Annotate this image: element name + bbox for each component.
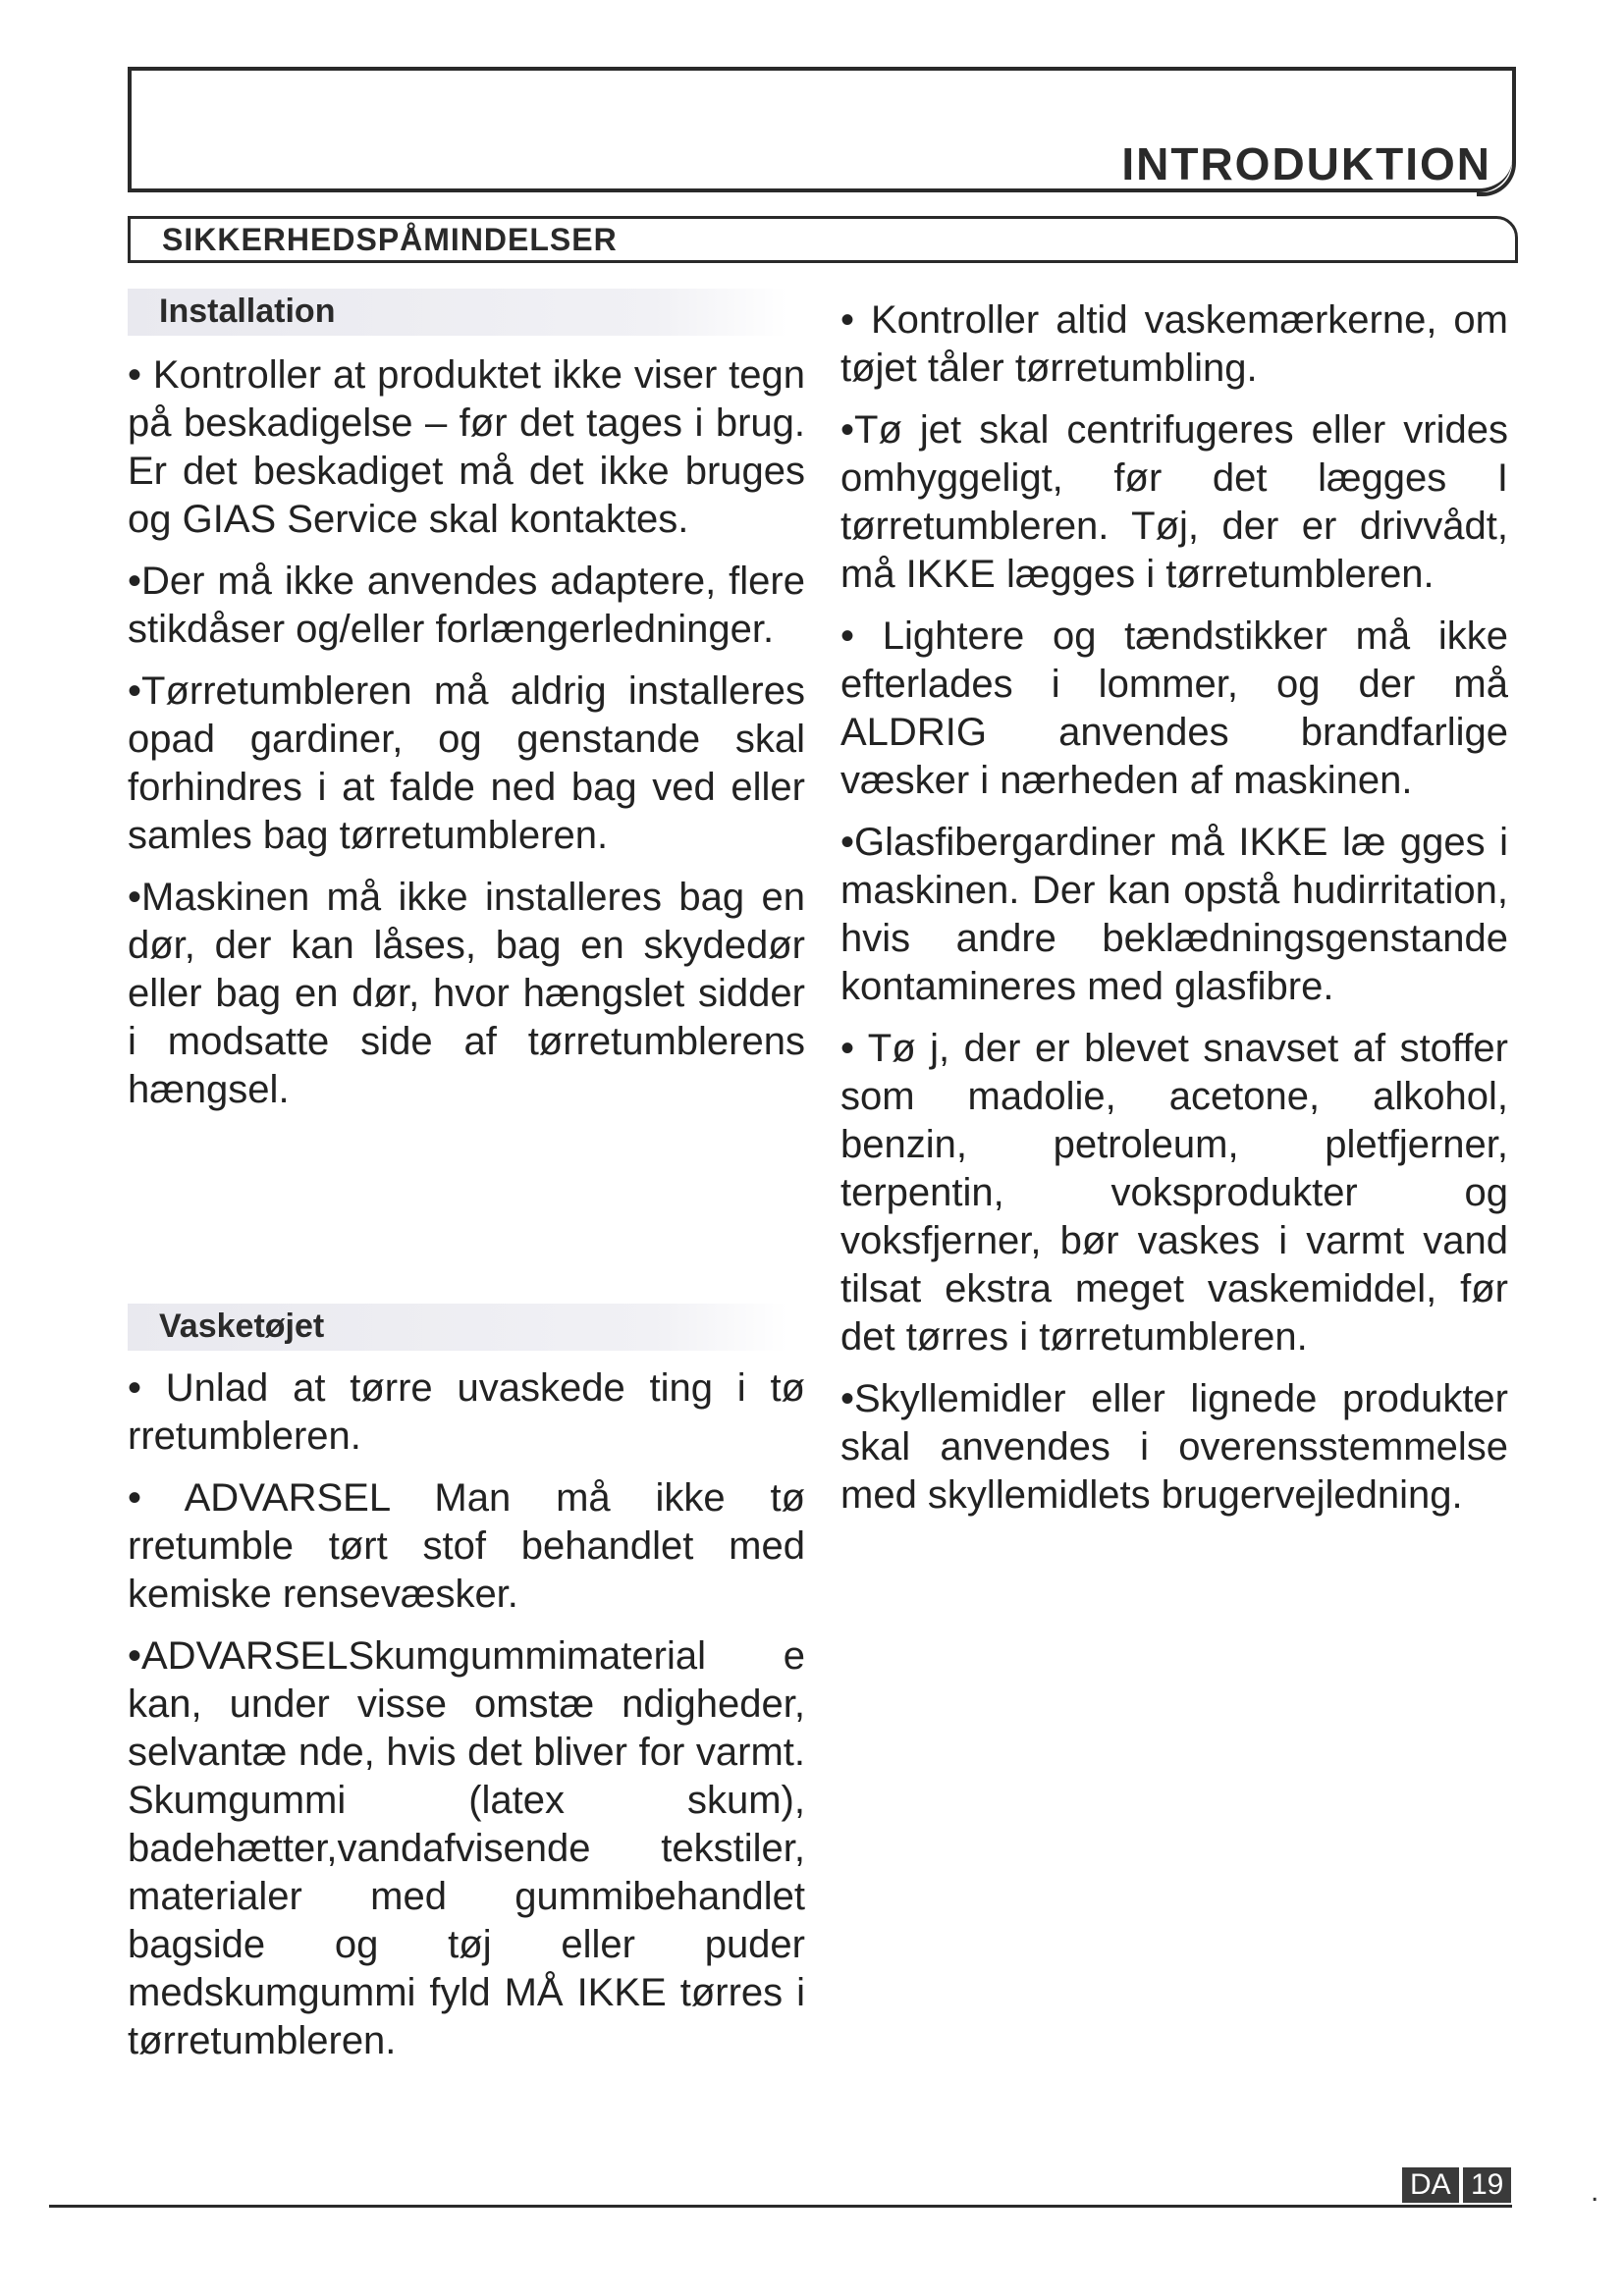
paragraph: •ADVARSELSkumgummimaterial e kan, under visse omstæ ndigheder, selvantæ nde, hvis det bliver for varmt. Skumgummi (latex skum), badehætter,vandafvisende tekstiler, materialer med gummibehandlet bagside og tøj eller puder medskumgummi fyld MÅ IKKE tørres i tørretumbleren.	[128, 1634, 805, 2062]
subheading-vasketoejet-label: Vasketøjet	[159, 1308, 325, 1345]
page-title: INTRODUKTION	[1121, 138, 1491, 189]
paragraph: • ADVARSEL Man må ikke tø rretumble tørt stof behandlet med kemiske rensevæsker.	[128, 1476, 805, 1616]
subheading-installation-label: Installation	[159, 293, 336, 330]
subheading-installation	[128, 289, 787, 336]
footer-dot: .	[1591, 2175, 1599, 2208]
left-column-installation	[128, 351, 805, 1128]
paragraph: •Skyllemidler eller lignede produkter skal anvendes i overensstemmelse med skyllemidlets brugervejledning.	[840, 1377, 1508, 1517]
paragraph: •Glasfibergardiner må IKKE læ gges i maskinen. Der kan opstå hudirritation, hvis andre beklædningsgenstande kontamineres med glasfibre.	[840, 821, 1508, 1008]
paragraph: • Kontroller at produktet ikke viser tegn på beskadigelse – før det tages i brug. Er det beskadiget må det ikke bruges og GIAS Service skal kontaktes.	[128, 353, 805, 541]
paragraph: • Kontroller altid vaskemærkerne, om tøjet tåler tørretumbling.	[840, 298, 1508, 390]
subheading-vasketoejet	[128, 1304, 787, 1351]
language-badge: DA	[1402, 2167, 1459, 2203]
page-number: 19	[1463, 2167, 1511, 2203]
paragraph: •Der må ikke anvendes adaptere, flere stikdåser og/eller forlængerledninger.	[128, 560, 805, 651]
section-title: SIKKERHEDSPÅMINDELSER	[162, 222, 618, 257]
paragraph: • Lightere og tændstikker må ikke efterlades i lommer, og der må ALDRIG anvendes brandfarlige væsker i nærheden af maskinen.	[840, 614, 1508, 802]
paragraph: •Tørretumbleren må aldrig installeres opad gardiner, og genstande skal forhindres i at falde ned bag ved eller samles bag tørretumbleren.	[128, 669, 805, 857]
paragraph: •Maskinen må ikke installeres bag en dør, der kan låses, bag en skydedør eller bag en dør, hvor hængslet sidder i modsatte side af tørretumblerens hængsel.	[128, 876, 805, 1111]
paragraph: • Unlad at tørre uvaskede ting i tø rretumbleren.	[128, 1366, 805, 1458]
footer-divider	[49, 2205, 1512, 2208]
left-column-vasketoejet	[128, 1364, 805, 2079]
paragraph: • Tø j, der er blevet snavset af stoffer som madolie, acetone, alkohol, benzin, petroleum, pletfjerner, terpentin, voksprodukter og voksfjerner, bør vaskes i varmt vand tilsat ekstra meget vaskemiddel, før det tørres i tørretumbleren.	[840, 1027, 1508, 1359]
right-column	[840, 296, 1508, 1533]
paragraph: •Tø jet skal centrifugeres eller vrides omhyggeligt, før det lægges I tørretumbleren. Tøj, der er drivvådt, må IKKE lægges i tørretumbleren.	[840, 408, 1508, 596]
